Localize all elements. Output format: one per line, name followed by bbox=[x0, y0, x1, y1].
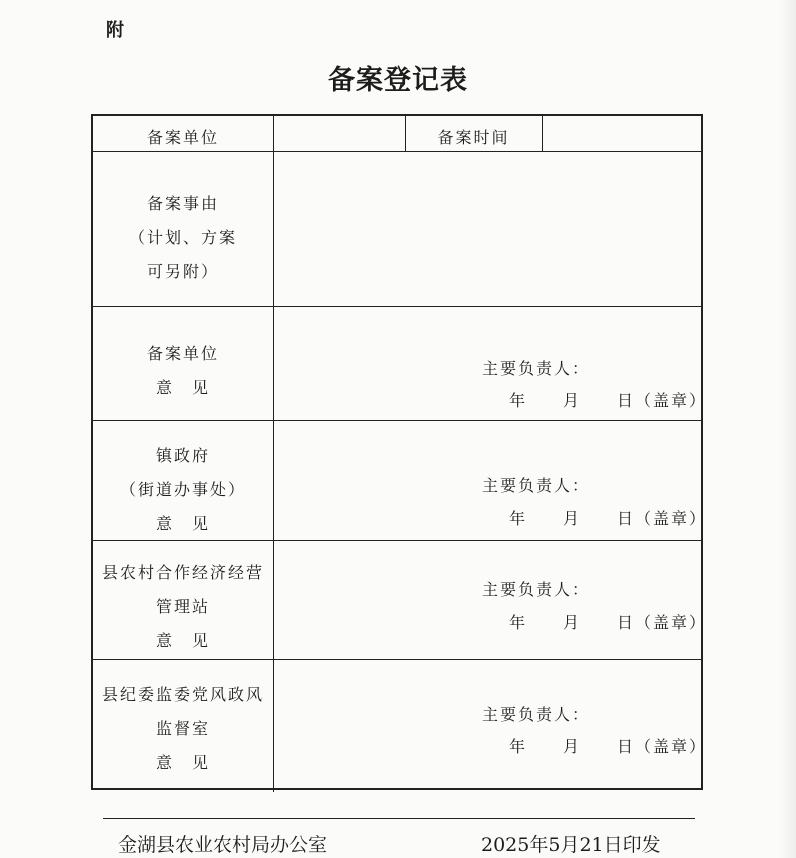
issuer: 金湖县农业农村局办公室 bbox=[118, 834, 328, 856]
date-seal: 年 月 日（盖章） bbox=[509, 509, 708, 528]
date-seal: 年 月 日（盖章） bbox=[509, 737, 708, 756]
date-seal: 年 月 日（盖章） bbox=[509, 391, 708, 410]
page-edge-shadow bbox=[778, 0, 796, 858]
town-government-opinion-label: 镇政府 （街道办事处） 意 见 bbox=[119, 446, 246, 533]
filing-time-label: 备案时间 bbox=[437, 128, 510, 147]
annex-label: 附 bbox=[106, 20, 124, 41]
filing-reason-label: 备案事由 （计划、方案 可另附） bbox=[128, 194, 237, 281]
discipline-office-opinion-label: 县纪委监委党风政风 监督室 意 见 bbox=[101, 685, 264, 772]
row-divider bbox=[93, 306, 701, 307]
responsible-person: 主要负责人： bbox=[482, 705, 591, 724]
filing-unit-label: 备案单位 bbox=[146, 128, 219, 147]
responsible-person: 主要负责人： bbox=[482, 476, 591, 495]
column-divider bbox=[542, 116, 543, 151]
form-title: 备案登记表 bbox=[328, 65, 468, 96]
responsible-person: 主要负责人： bbox=[482, 580, 591, 599]
row-divider bbox=[93, 420, 701, 421]
filing-unit-opinion-label: 备案单位 意 见 bbox=[146, 344, 219, 397]
row-divider bbox=[93, 659, 701, 660]
row-divider bbox=[93, 151, 701, 152]
column-divider bbox=[273, 116, 274, 792]
footer-divider bbox=[103, 818, 695, 819]
date-seal: 年 月 日（盖章） bbox=[509, 613, 708, 632]
issue-date: 2025年5月21日印发 bbox=[481, 834, 661, 856]
registration-form bbox=[91, 114, 708, 790]
responsible-person: 主要负责人： bbox=[482, 359, 591, 378]
cooperative-station-opinion-label: 县农村合作经济经营 管理站 意 见 bbox=[101, 563, 264, 650]
